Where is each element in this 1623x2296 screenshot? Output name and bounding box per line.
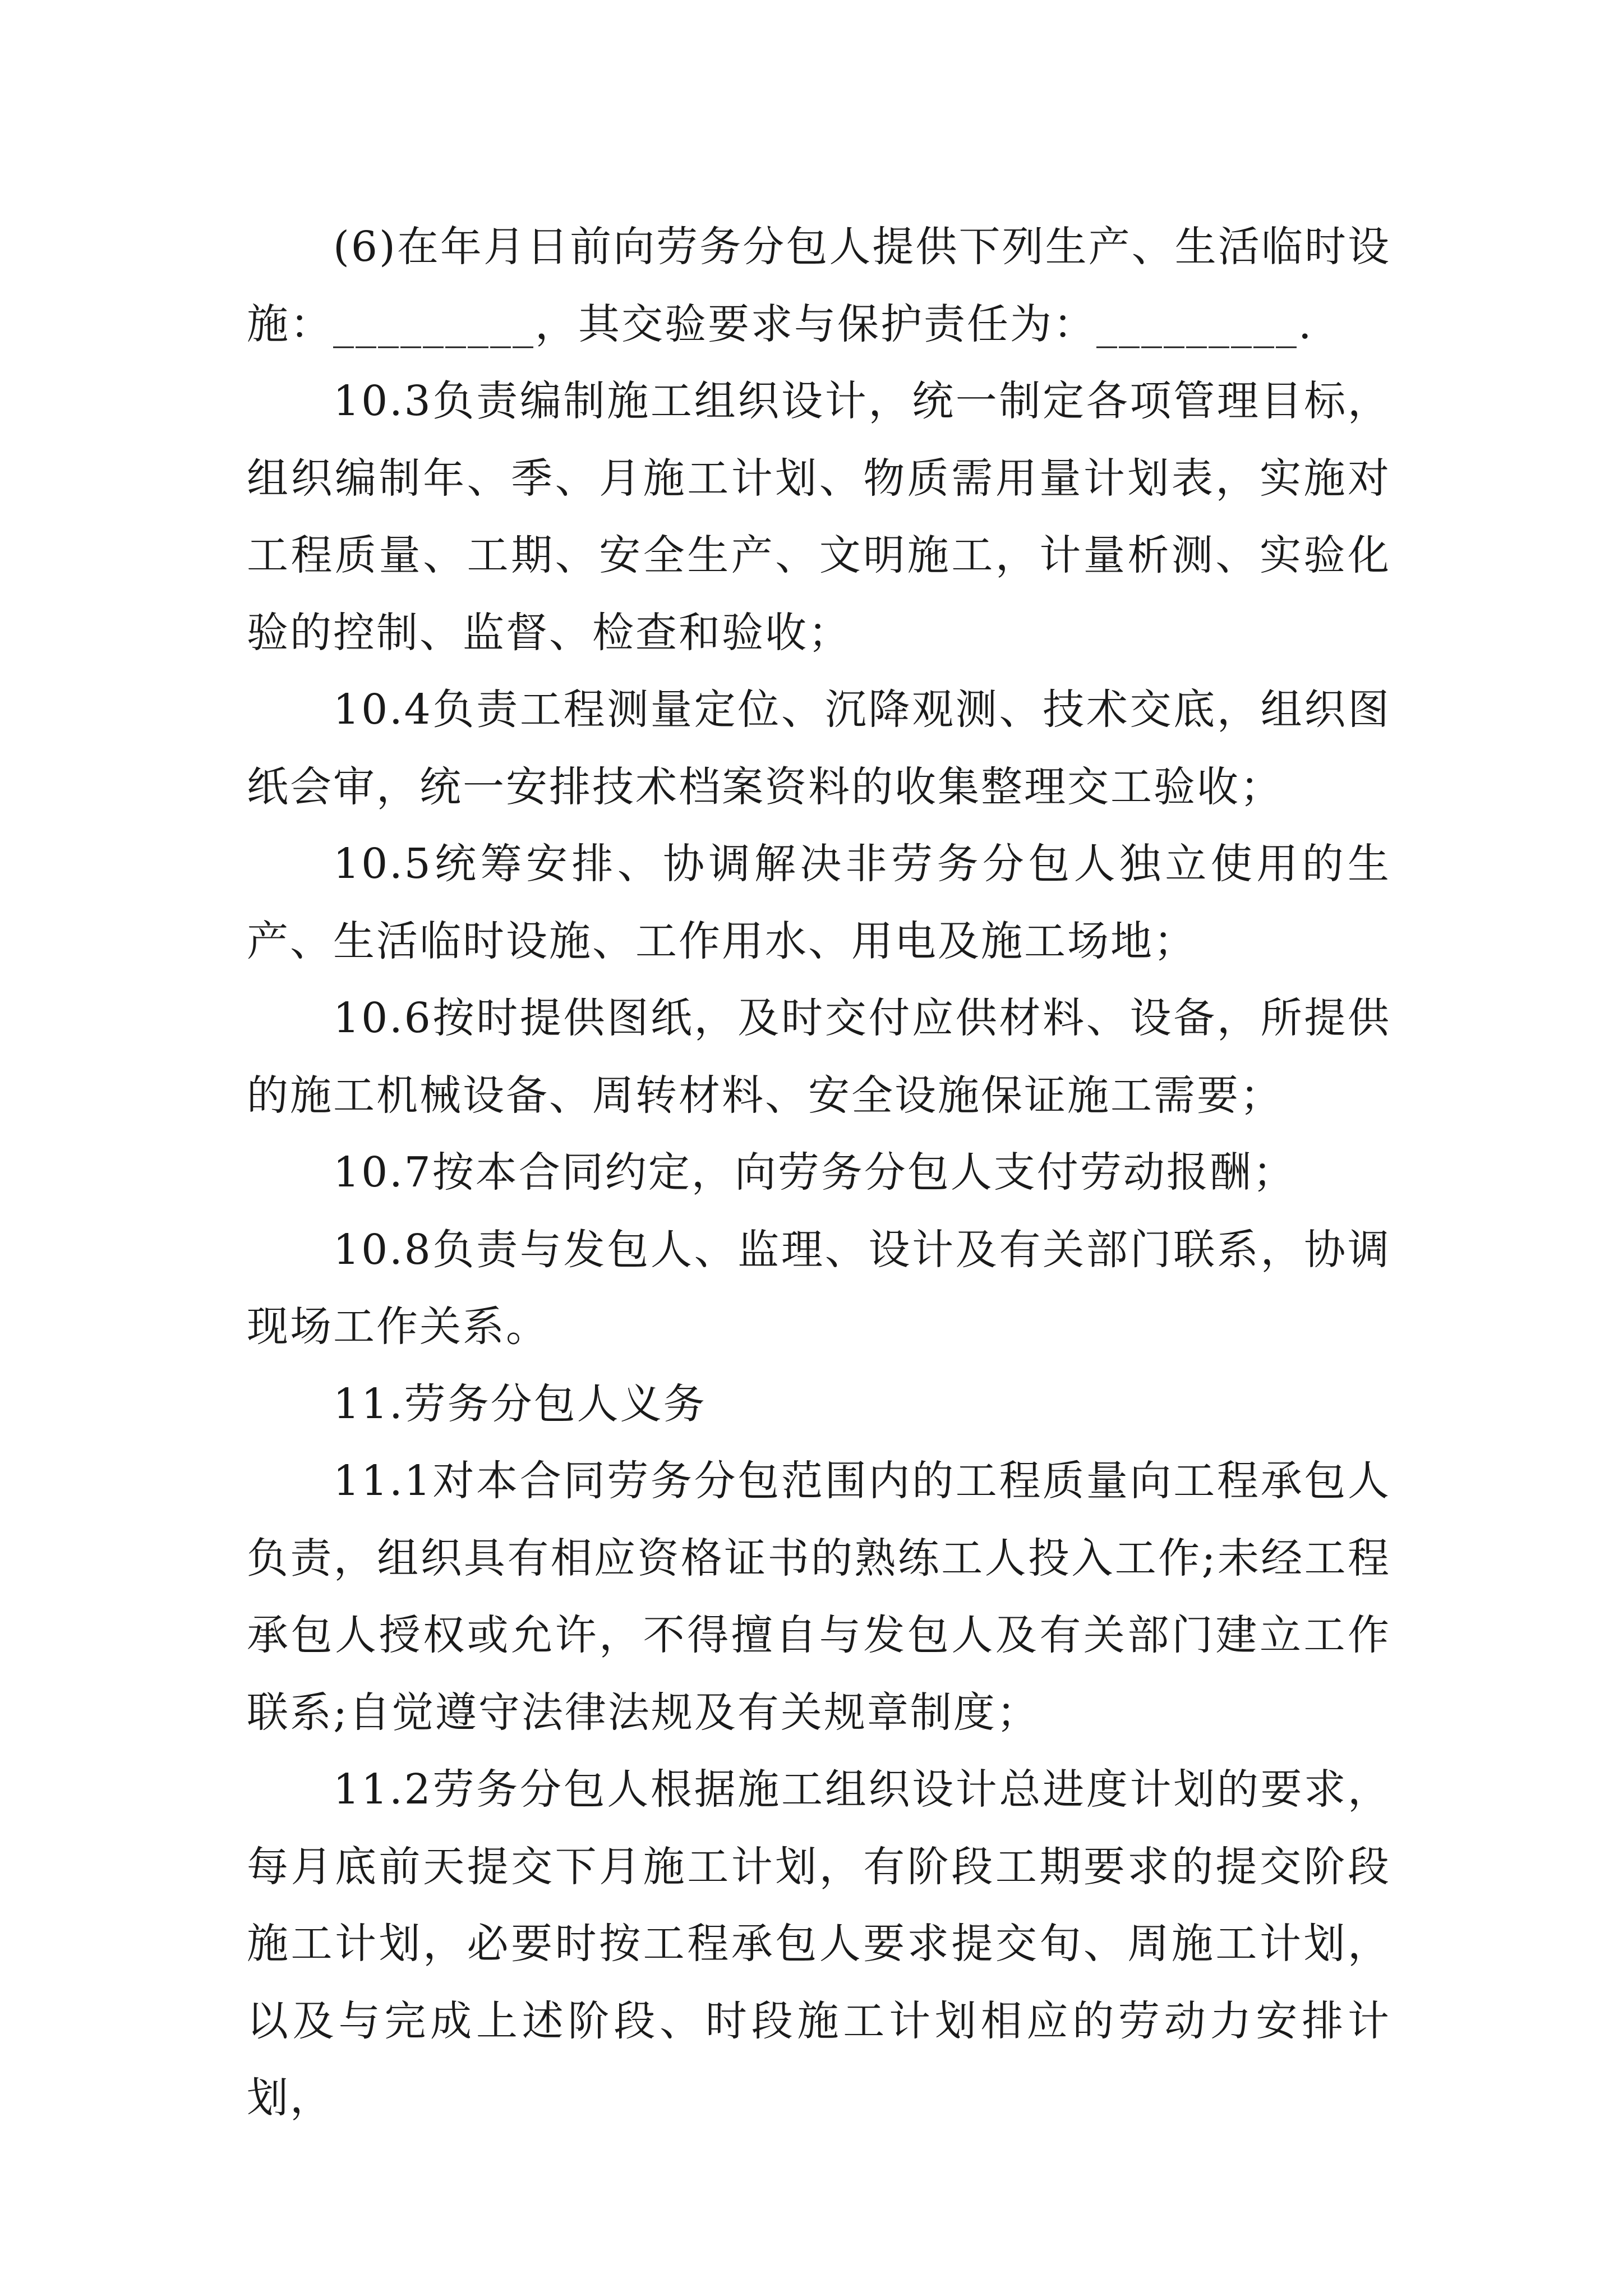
paragraph-10-7: 10.7按本合同约定，向劳务分包人支付劳动报酬； [333, 1148, 1296, 1197]
paragraph-10-6: 10.6按时提供图纸，及时交付应供材料、设备，所提供的施工机械设备、周转材料、安全设施保证施工需要； [247, 994, 1391, 1120]
paragraph-facilities: (6)在年月日前向劳务分包人提供下列生产、生活临时设施：_________，其交验要求与保护责任为：_________. [247, 223, 1391, 348]
section-heading-11: 11.劳务分包人义务 [333, 1379, 707, 1428]
paragraph-10-4: 10.4负责工程测量定位、沉降观测、技术交底，组织图纸会审，统一安排技术档案资料的收集整理交工验收； [247, 685, 1391, 811]
paragraph-10-8: 10.8负责与发包人、监理、设计及有关部门联系，协调现场工作关系。 [247, 1225, 1391, 1351]
paragraph-10-5: 10.5统筹安排、协调解决非劳务分包人独立使用的生产、生活临时设施、工作用水、用电及施工场地； [247, 840, 1391, 965]
paragraph-11-1: 11.1对本合同劳务分包范围内的工程质量向工程承包人负责，组织具有相应资格证书的熟练工人投入工作;未经工程承包人授权或允许，不得擅自与发包人及有关部门建立工作联系;自觉遵守法律法规及有关规章制度； [247, 1457, 1391, 1737]
document-body [247, 209, 1391, 2137]
paragraph-11-2: 11.2劳务分包人根据施工组织设计总进度计划的要求，每月底前天提交下月施工计划，有阶段工期要求的提交阶段施工计划，必要时按工程承包人要求提交旬、周施工计划，以及与完成上述阶段、时段施工计划相应的劳动力安排计划， [247, 1765, 1391, 2122]
paragraph-10-3: 10.3负责编制施工组织设计，统一制定各项管理目标，组织编制年、季、月施工计划、物质需用量计划表，实施对工程质量、工期、安全生产、文明施工，计量析测、实验化验的控制、监督、检查和验收； [247, 377, 1391, 657]
